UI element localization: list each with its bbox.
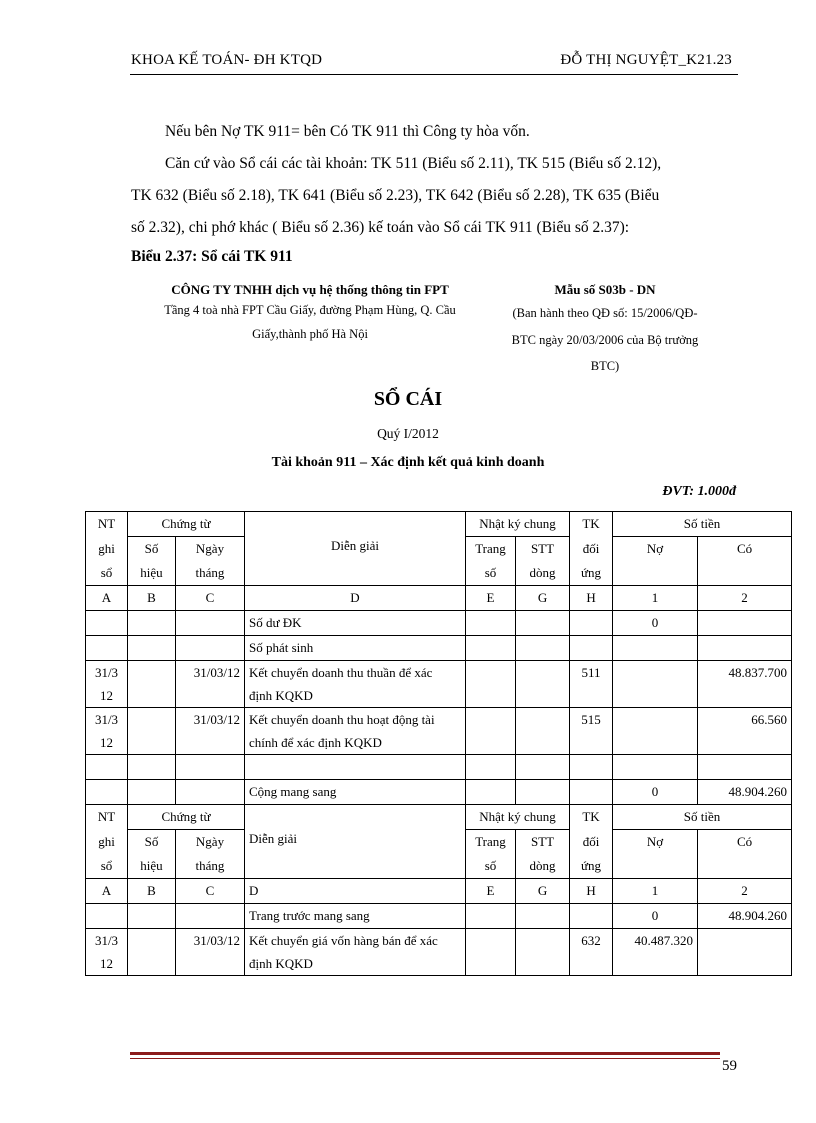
header2-stt-dong-2: dòng [516, 854, 570, 879]
header2-tk-2: đối [570, 830, 613, 855]
row3-date: 31/03/12 [176, 929, 245, 976]
header-co: Có [698, 537, 792, 562]
row3-nt-1: 31/3 [94, 933, 119, 948]
header2-trang-so-2: số [466, 854, 516, 879]
row1-tk: 511 [570, 661, 613, 708]
header2-ngay-thang-2: tháng [176, 854, 245, 879]
code2-g: G [516, 879, 570, 904]
header-nhat-ky-chung: Nhật ký chung [466, 512, 570, 537]
header-no-blank [613, 561, 698, 586]
header2-dien-giai: Diễn giải [245, 805, 466, 879]
footer-rule-thick [130, 1052, 720, 1055]
header-stt-dong-1: STT [516, 537, 570, 562]
row3-nt-2: 12 [100, 956, 113, 971]
header-chung-tu: Chứng từ [128, 512, 245, 537]
paragraph-1: Nếu bên Nợ TK 911= bên Có TK 911 thì Công ty hòa vốn. [165, 123, 530, 140]
header-so-hieu-2: hiệu [128, 561, 176, 586]
ledger-title: SỔ CÁI [373, 388, 443, 410]
header-co-blank [698, 561, 792, 586]
header-so-hieu-1: Số [128, 537, 176, 562]
code-2: 2 [698, 586, 792, 611]
table-row [86, 780, 792, 805]
table-row [86, 611, 792, 636]
paragraph-2-line-3: số 2.32), chi phớ khác ( Biểu số 2.36) kế toán vào Sổ cái TK 911 (Biểu số 2.37): [131, 219, 630, 236]
row1-date: 31/03/12 [176, 661, 245, 708]
row3-desc-2: định KQKD [249, 956, 313, 971]
code-row [86, 586, 792, 611]
header-trang-so-1: Trang [466, 537, 516, 562]
header2-trang-so-1: Trang [466, 830, 516, 855]
code2-1: 1 [613, 879, 698, 904]
header2-nhat-ky-chung: Nhật ký chung [466, 805, 570, 830]
code2-e: E [466, 879, 516, 904]
code-h: H [570, 586, 613, 611]
code2-h: H [570, 879, 613, 904]
paragraph-2-line-1: Căn cứ vào Sổ cái các tài khoản: TK 511 (Biểu số 2.11), TK 515 (Biểu số 2.12), [165, 155, 662, 172]
header-tk-2: đối [570, 537, 613, 562]
page-number: 59 [722, 1058, 737, 1074]
row-trang-truoc-no: 0 [613, 904, 698, 929]
header-tk-3: ứng [570, 561, 613, 586]
footer-rule-thin [130, 1058, 720, 1059]
row-cong-co: 48.904.260 [698, 780, 792, 805]
ledger-unit: ĐVT: 1.000đ [662, 484, 736, 499]
header2-co: Có [698, 830, 792, 855]
form-code: Mẫu số S03b - DN [554, 282, 656, 297]
row2-tk: 515 [570, 708, 613, 755]
code-d: D [245, 586, 466, 611]
code2-2: 2 [698, 879, 792, 904]
code-g: G [516, 586, 570, 611]
company-address-2: Giấy,thành phố Hà Nội [252, 327, 368, 341]
table-caption: Biểu 2.37: Sổ cái TK 911 [131, 248, 293, 265]
header-nt-2: ghi [86, 537, 128, 562]
row-trang-truoc-desc: Trang trước mang sang [245, 904, 466, 929]
row-cong-no: 0 [613, 780, 698, 805]
header-left: KHOA KẾ TOÁN- ĐH KTQD [131, 52, 323, 68]
header2-chung-tu: Chứng từ [128, 805, 245, 830]
form-decree-1: (Ban hành theo QĐ số: 15/2006/QĐ- [512, 306, 698, 320]
table-row [86, 661, 792, 708]
header-ngay-thang-1: Ngày [176, 537, 245, 562]
header2-so-hieu-2: hiệu [128, 854, 176, 879]
table-row [86, 636, 792, 661]
row2-co: 66.560 [698, 708, 792, 755]
header-rule [130, 74, 738, 75]
row-so-du-desc: Số dư ĐK [245, 611, 466, 636]
header2-stt-dong-1: STT [516, 830, 570, 855]
row2-date: 31/03/12 [176, 708, 245, 755]
header-dien-giai: Diễn giải [245, 512, 466, 586]
row3-no: 40.487.320 [613, 929, 698, 976]
table-row [86, 904, 792, 929]
header-stt-dong-2: dòng [516, 561, 570, 586]
row1-co: 48.837.700 [698, 661, 792, 708]
ledger-table [85, 511, 792, 976]
header-right: ĐỖ THỊ NGUYỆT_K21.23 [560, 52, 732, 68]
header2-no: Nợ [613, 830, 698, 855]
header-so-tien: Số tiền [613, 512, 792, 537]
row1-desc-1: Kết chuyển doanh thu thuần để xác [249, 665, 433, 680]
header2-nt-2: ghi [86, 830, 128, 855]
header2-tk-1: TK [570, 805, 613, 830]
header2-tk-3: ứng [570, 854, 613, 879]
code-c: C [176, 586, 245, 611]
header-ngay-thang-2: tháng [176, 561, 245, 586]
row1-nt-2: 12 [100, 688, 113, 703]
ledger-account: Tài khoản 911 – Xác định kết quả kinh doanh [271, 455, 545, 470]
header2-ngay-thang-1: Ngày [176, 830, 245, 855]
code2-c: C [176, 879, 245, 904]
row2-desc-2: chính để xác định KQKD [249, 735, 382, 750]
row2-desc-1: Kết chuyển doanh thu hoạt động tài [249, 712, 435, 727]
code-row-2 [86, 879, 792, 904]
company-address-1: Tầng 4 toà nhà FPT Cầu Giấy, đường Phạm Hùng, Q. Cầu [164, 303, 456, 317]
row3-tk: 632 [570, 929, 613, 976]
header2-nt-1: NT [86, 805, 128, 830]
header-trang-so-2: số [466, 561, 516, 586]
code-b: B [128, 586, 176, 611]
table-row [86, 755, 792, 780]
code-e: E [466, 586, 516, 611]
header-nt-1: NT [86, 512, 128, 537]
row1-desc-2: định KQKD [249, 688, 313, 703]
row2-nt-2: 12 [100, 735, 113, 750]
paragraph-2-line-2: TK 632 (Biểu số 2.18), TK 641 (Biểu số 2.23), TK 642 (Biểu số 2.28), TK 635 (Biểu [131, 187, 660, 204]
row2-nt-1: 31/3 [94, 712, 119, 727]
form-decree-2: BTC ngày 20/03/2006 của Bộ trưởng [511, 333, 699, 347]
company-name: CÔNG TY TNHH dịch vụ hệ thống thông tin FPT [171, 282, 449, 297]
code2-a: A [86, 879, 128, 904]
row3-desc-1: Kết chuyển giá vốn hàng bán để xác [249, 933, 438, 948]
row-phat-sinh-desc: Số phát sinh [245, 636, 466, 661]
header-no: Nợ [613, 537, 698, 562]
code2-d: D [245, 879, 466, 904]
header2-so-hieu-1: Số [128, 830, 176, 855]
table-row [86, 708, 792, 755]
header-nt-3: sổ [86, 561, 128, 586]
row-cong-desc: Cộng mang sang [245, 780, 466, 805]
header-tk-1: TK [570, 512, 613, 537]
code2-b: B [128, 879, 176, 904]
row-so-du-no: 0 [613, 611, 698, 636]
code-1: 1 [613, 586, 698, 611]
header2-nt-3: sổ [86, 854, 128, 879]
header2-so-tien: Số tiền [613, 805, 792, 830]
row-trang-truoc-co: 48.904.260 [698, 904, 792, 929]
table-row [86, 929, 792, 976]
code-a: A [86, 586, 128, 611]
ledger-period: Quý I/2012 [377, 426, 439, 441]
row1-nt-1: 31/3 [94, 665, 119, 680]
form-decree-3: BTC) [590, 359, 620, 373]
